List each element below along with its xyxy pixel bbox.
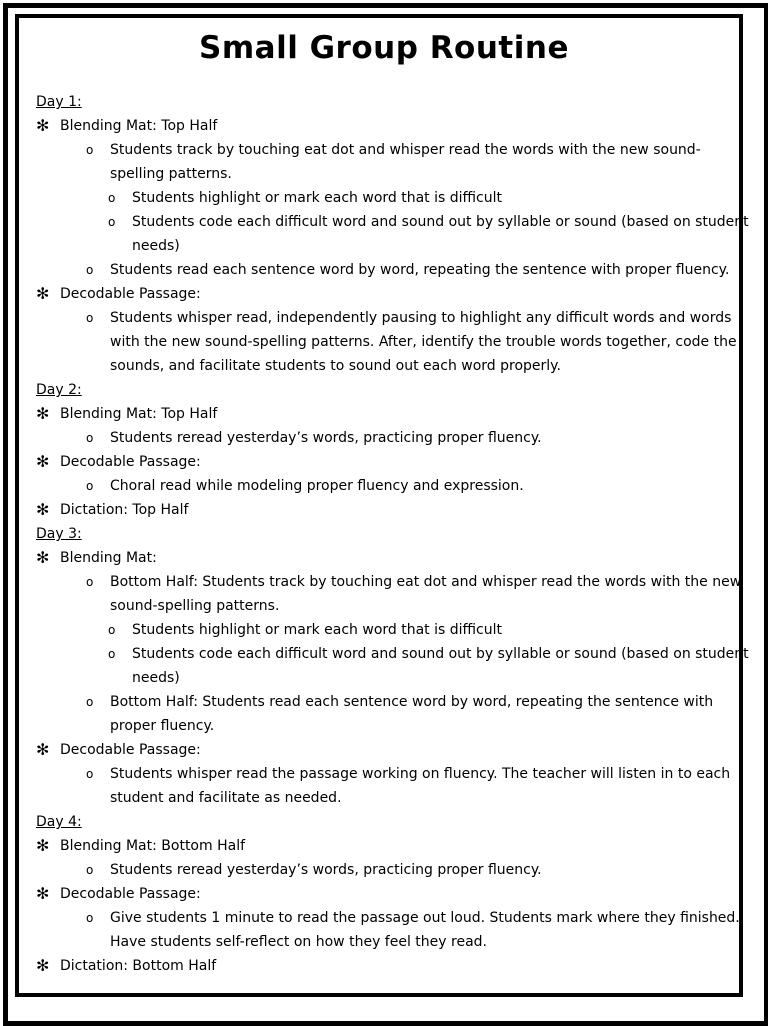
day-heading [36,378,748,402]
list-item-text: Students code each difficult word and sound out by syllable or sound (based on student [132,214,749,230]
day-heading-label: Day 2: [36,382,82,398]
list-item-text: proper fluency. [110,718,215,734]
circle-bullet-icon: o [108,623,116,637]
list-item-text: Students whisper read, independently pausing to highlight any difficult words and words [110,310,732,326]
day-heading-label: Day 4: [36,814,82,830]
asterisk-bullet-icon: ✻ [36,404,50,423]
asterisk-bullet-icon: ✻ [36,548,50,567]
list-item-text: Blending Mat: [60,550,157,566]
list-item-text: needs) [132,670,180,686]
circle-bullet-icon: o [86,911,94,925]
list-item-continuation [36,234,748,258]
asterisk-bullet-icon: ✻ [36,740,50,759]
list-item-continuation [36,714,748,738]
list-item-level-2 [36,570,748,594]
day-heading-label: Day 1: [36,94,82,110]
list-item-level-2 [36,858,748,882]
asterisk-bullet-icon: ✻ [36,836,50,855]
list-item-continuation [36,930,748,954]
list-item-text: Dictation: Top Half [60,502,189,518]
list-item-text: Bottom Half: Students track by touching eat dot and whisper read the words with the new [110,574,742,590]
asterisk-bullet-icon: ✻ [36,956,50,975]
list-item-level-1 [36,738,748,762]
routine-list [36,90,748,978]
circle-bullet-icon: o [108,215,116,229]
list-item-level-1 [36,402,748,426]
asterisk-bullet-icon: ✻ [36,116,50,135]
list-item-level-1 [36,954,748,978]
list-item-level-2 [36,762,748,786]
circle-bullet-icon: o [108,191,116,205]
circle-bullet-icon: o [86,311,94,325]
list-item-continuation [36,786,748,810]
circle-bullet-icon: o [86,863,94,877]
list-item-level-2 [36,906,748,930]
list-item-level-2 [36,426,748,450]
list-item-text: Students track by touching eat dot and whisper read the words with the new sound- [110,142,701,158]
list-item-level-1 [36,282,748,306]
list-item-level-2 [36,258,748,282]
list-item-text: Students reread yesterday’s words, practicing proper fluency. [110,430,542,446]
list-item-level-2 [36,690,748,714]
list-item-text: Decodable Passage: [60,286,201,302]
circle-bullet-icon: o [86,695,94,709]
list-item-text: Bottom Half: Students read each sentence word by word, repeating the sentence with [110,694,714,710]
list-item-level-1 [36,882,748,906]
circle-bullet-icon: o [86,263,94,277]
asterisk-bullet-icon: ✻ [36,284,50,303]
list-item-text: Students highlight or mark each word that is difficult [132,622,503,638]
list-item-text: Students read each sentence word by word, repeating the sentence with proper fluency. [110,262,730,278]
list-item-text: student and facilitate as needed. [110,790,342,806]
list-item-text: sound-spelling patterns. [110,598,280,614]
list-item-level-3 [36,186,748,210]
list-item-text: Give students 1 minute to read the passage out loud. Students mark where they finished. [110,910,740,926]
list-item-continuation [36,162,748,186]
circle-bullet-icon: o [86,143,94,157]
list-item-level-2 [36,138,748,162]
list-item-level-1 [36,498,748,522]
day-heading [36,522,748,546]
list-item-text: Decodable Passage: [60,454,201,470]
asterisk-bullet-icon: ✻ [36,884,50,903]
list-item-text: spelling patterns. [110,166,232,182]
page-title: Small Group Routine [199,30,569,66]
list-item-text: Blending Mat: Top Half [60,406,218,422]
list-item-level-2 [36,306,748,330]
list-item-level-3 [36,618,748,642]
list-item-text: Students highlight or mark each word that is difficult [132,190,503,206]
list-item-continuation [36,594,748,618]
list-item-text: Students reread yesterday’s words, practicing proper fluency. [110,862,542,878]
list-item-text: needs) [132,238,180,254]
circle-bullet-icon: o [108,647,116,661]
asterisk-bullet-icon: ✻ [36,452,50,471]
list-item-continuation [36,666,748,690]
list-item-text: Students whisper read the passage working on fluency. The teacher will listen in to each [110,766,731,782]
day-heading [36,90,748,114]
list-item-level-1 [36,834,748,858]
list-item-level-1 [36,114,748,138]
circle-bullet-icon: o [86,431,94,445]
day-heading-label: Day 3: [36,526,82,542]
list-item-continuation [36,354,748,378]
list-item-text: with the new sound-spelling patterns. After, identify the trouble words together, code the [110,334,737,350]
asterisk-bullet-icon: ✻ [36,500,50,519]
list-item-text: Students code each difficult word and sound out by syllable or sound (based on student [132,646,749,662]
list-item-text: Blending Mat: Bottom Half [60,838,246,854]
list-item-text: Choral read while modeling proper fluency and expression. [110,478,524,494]
list-item-text: Decodable Passage: [60,886,201,902]
day-heading [36,810,748,834]
list-item-text: Have students self-reflect on how they feel they read. [110,934,487,950]
list-item-level-1 [36,546,748,570]
circle-bullet-icon: o [86,479,94,493]
circle-bullet-icon: o [86,575,94,589]
list-item-level-3 [36,210,748,234]
list-item-text: Blending Mat: Top Half [60,118,218,134]
list-item-level-1 [36,450,748,474]
list-item-text: sounds, and facilitate students to sound out each word properly. [110,358,561,374]
list-item-level-2 [36,474,748,498]
list-item-text: Decodable Passage: [60,742,201,758]
circle-bullet-icon: o [86,767,94,781]
list-item-text: Dictation: Bottom Half [60,958,217,974]
list-item-level-3 [36,642,748,666]
list-item-continuation [36,330,748,354]
